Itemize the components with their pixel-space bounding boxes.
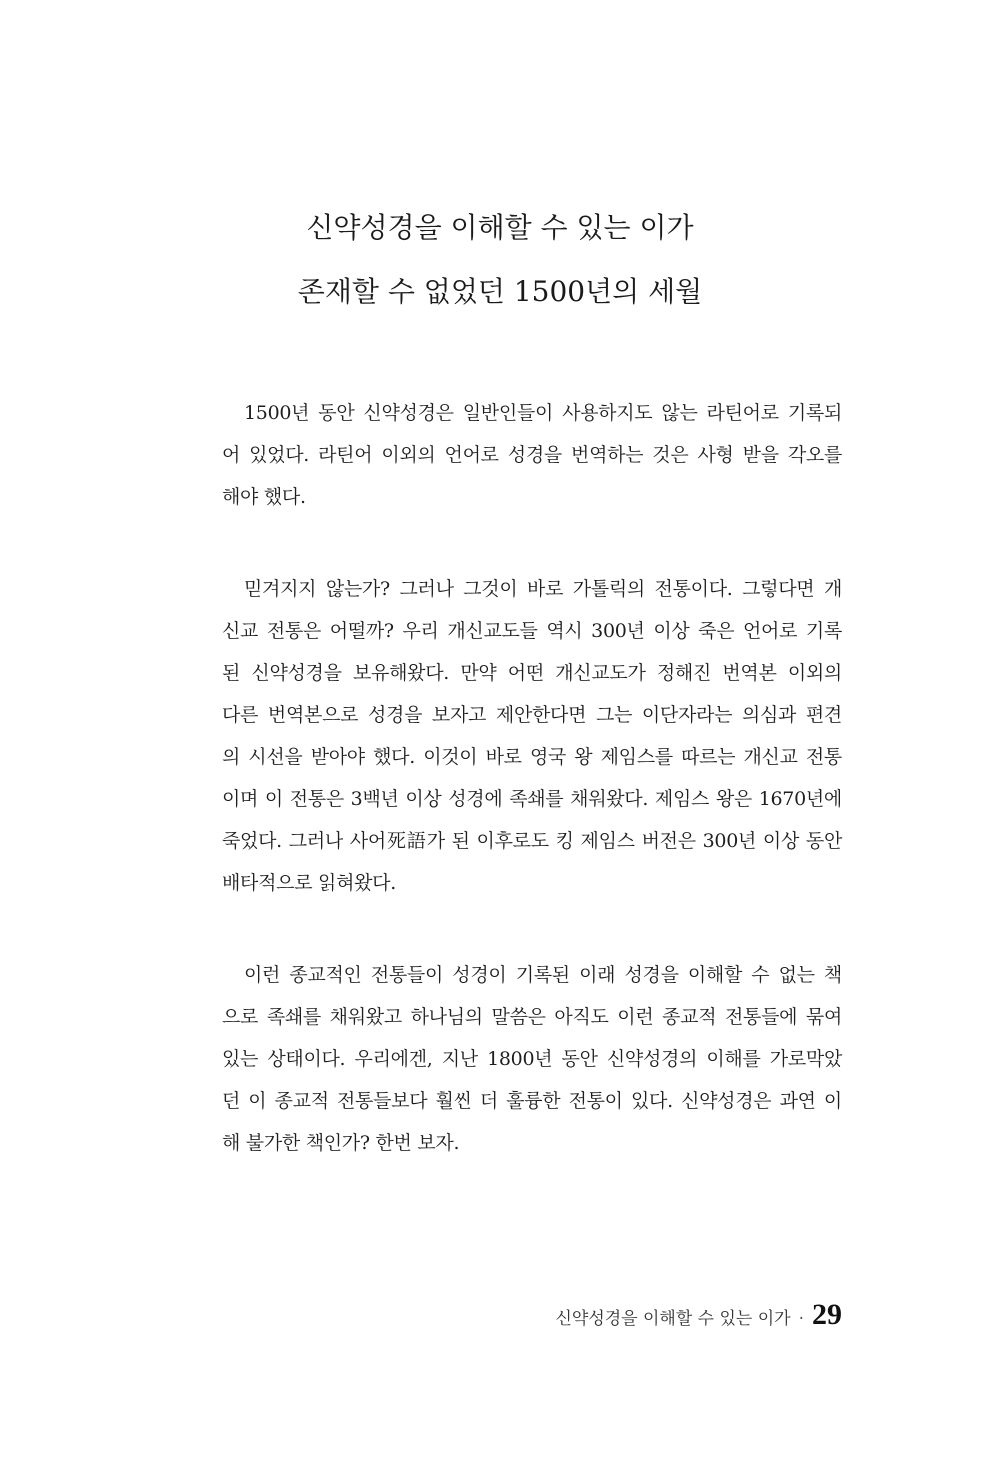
- text-line: 있는 상태이다. 우리에겐, 지난 1800년 동안 신약성경의 이해를 가로막았: [222, 1048, 842, 1070]
- text-line: 1500년 동안 신약성경은 일반인들이 사용하지도 않는 라틴어로 기록되: [244, 402, 842, 424]
- page-number: 29: [812, 1298, 842, 1331]
- text-line: 이런 종교적인 전통들이 성경이 기록된 이래 성경을 이해할 수 없는 책: [244, 964, 842, 986]
- text-line: 배타적으로 읽혀왔다.: [222, 872, 396, 894]
- text-line: 의 시선을 받아야 했다. 이것이 바로 영국 왕 제임스를 따르는 개신교 전통: [222, 746, 842, 768]
- text-line: 해 불가한 책인가? 한번 보자.: [222, 1132, 460, 1154]
- paragraph-3: [222, 954, 842, 1164]
- text-line: 이며 이 전통은 3백년 이상 성경에 족쇄를 채워왔다. 제임스 왕은 1670년에: [222, 788, 842, 810]
- text-line: 다른 번역본으로 성경을 보자고 제안한다면 그는 이단자라는 의심과 편견: [222, 704, 842, 726]
- paragraph-2: [222, 568, 842, 904]
- text-line: 던 이 종교적 전통들보다 훨씬 더 훌륭한 전통이 있다. 신약성경은 과연 이: [222, 1090, 842, 1112]
- paragraph-1: [222, 392, 842, 518]
- text-line: 된 신약성경을 보유해왔다. 만약 어떤 개신교도가 정해진 번역본 이외의: [222, 662, 842, 684]
- chapter-title-line-2: 존재할 수 없었던 1500년의 세월: [297, 275, 703, 308]
- chapter-title-line-1: 신약성경을 이해할 수 있는 이가: [306, 211, 694, 244]
- body-text: [222, 392, 842, 1214]
- running-title: 신약성경을 이해할 수 있는 이가: [555, 1309, 791, 1329]
- text-line: 으로 족쇄를 채워왔고 하나님의 말씀은 아직도 이런 종교적 전통들에 묶여: [222, 1006, 842, 1028]
- footer-separator: ·: [798, 1309, 804, 1329]
- page-footer: [555, 1298, 842, 1338]
- text-line: 죽었다. 그러나 사어死語가 된 이후로도 킹 제임스 버전은 300년 이상 동안: [222, 830, 842, 852]
- text-line: 해야 했다.: [222, 486, 306, 508]
- chapter-title: [0, 196, 1000, 324]
- text-line: 어 있었다. 라틴어 이외의 언어로 성경을 번역하는 것은 사형 받을 각오를: [222, 444, 842, 466]
- text-line: 신교 전통은 어떨까? 우리 개신교도들 역시 300년 이상 죽은 언어로 기록: [222, 620, 842, 642]
- text-line: 믿겨지지 않는가? 그러나 그것이 바로 가톨릭의 전통이다. 그렇다면 개: [244, 578, 842, 600]
